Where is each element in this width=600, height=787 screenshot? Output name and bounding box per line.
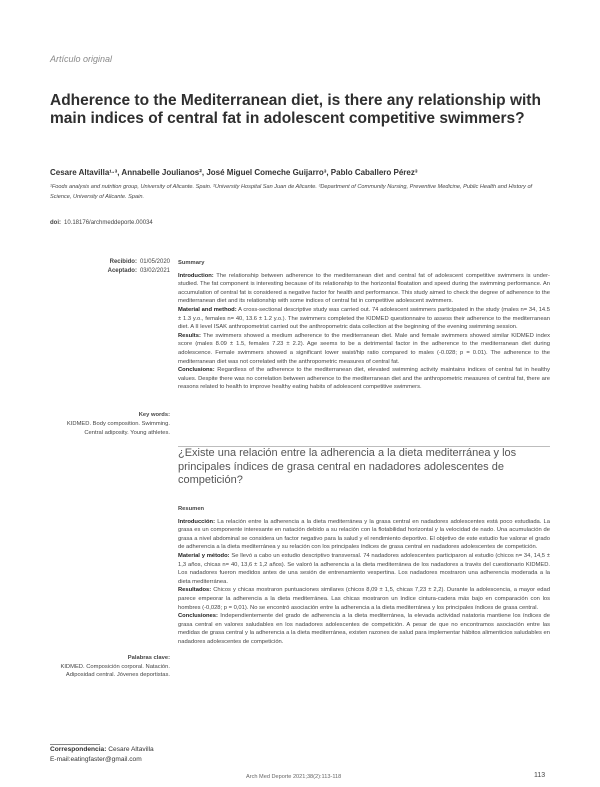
received-date xyxy=(50,258,170,267)
resumen-block xyxy=(178,505,550,647)
keywords-text: KIDMED. Body composition. Swimming. Central adiposity. Young athletes. xyxy=(66,421,170,436)
palabras-clave-text: KIDMED. Composición corporal. Natación. Adiposidad central. Jóvenes deportistas. xyxy=(60,663,170,679)
resumen-heading: Resumen xyxy=(178,506,205,512)
spanish-title: ¿Existe una relación entre la adherencia a la dieta mediterránea y los principales índices de grasa central en nadadores adolescentes de competición? xyxy=(178,447,517,486)
resumen-metodo xyxy=(178,552,550,586)
resumen-conclusiones xyxy=(178,612,550,646)
doi-link[interactable]: 10.18176/archmeddeporte.00034 xyxy=(64,220,153,226)
summary-methods-text: A cross-sectional descriptive study was carried out. 74 adolescent swimmers participated in the study (males n= 34, 14.5 ± 1.3 y.o., females n= 40, 13.6 ± 1.2 y.o.). The swimmers completed the KIDMED questionnaire to assess their adherence to the mediterranean diet. A II level ISAK anthropometrist carried out the anthropometric data collection at the beginning of the evening swimming session. xyxy=(178,306,550,331)
resumen-results-text: Chicos y chicas mostraron puntuaciones similares (chicos 8,09 ± 1,5, chicas 7,23 ± 2,2). Durante la adolescencia, a mayor edad parece empeorar la adherencia a la dieta mediterránea. Las chicas mostraron un índice cintura-cadera más bajo en comparación con los hombres (-0,028; p = 0,01). No se encontró asociación entre la adherencia a la dieta mediterránea y los principales índices de grasa central. xyxy=(178,587,550,611)
doi xyxy=(50,220,153,226)
summary-conclusions-text: Regardless of the adherence to the mediterranean diet, elevated swimming activity maintains indices of central fat in healthy values. Despite there was no correlation between adherence to the mediterranean diet and the anthropometric measures of central fat, there are reasons related to health to improve healthy eating habits of adolescent competitive swimmers. xyxy=(178,367,550,391)
summary-intro-text: The relationship between adherence to the mediterranean diet and central fat of adolescent competitive swimmers is under-studied. The fat component is interesting because of its relationship to the horizontal floatation and speed during the swimming performance. An accumulation of central fat is considered a negative factor for health and performance. This study aimed to check the degree of adherence to the mediterranean diet and its relationship with some indices of central fat in competitive adolescent swimmers. xyxy=(178,272,550,305)
received-value: 01/05/2020 xyxy=(139,259,170,265)
article-title: Adherence to the Mediterranean diet, is there any relationship with main indices of central fat in adolescent competitive swimmers? xyxy=(50,92,541,127)
accepted-date xyxy=(50,267,170,276)
palabras-clave-label: Palabras clave: xyxy=(127,655,170,661)
resumen-conclusions-text: Independientemente del grado de adherencia a la dieta mediterránea, la elevada actividad natatoria mantiene los índices de grasa central en valores saludables en los nadadores adolescentes de competición. A pesar de que no encontramos asociación entre las medidas de grasa central y la adherencia a la dieta mediterránea, existen razones de salud para implementar hábitos alimenticios saludables en nadadores adolescentes de competición. xyxy=(178,613,550,645)
resumen-intro-label: Introducción: xyxy=(178,518,216,525)
palabras-clave xyxy=(50,654,170,680)
affiliations: ¹Foods analysis and nutrition group, University of Alicante. Spain. ²University Hospital San Juan de Alicante. ³Department of Community Nursing, Preventive Medicine, Public Health and History of Science, University of Alicante. Spain. xyxy=(50,184,533,200)
resumen-introduccion xyxy=(178,518,550,552)
correspondence xyxy=(50,745,154,765)
summary-conclusions xyxy=(178,366,550,392)
accepted-value: 03/02/2021 xyxy=(139,268,170,274)
correspondence-email[interactable]: E-mail:eatingfaster@gmail.com xyxy=(50,756,142,763)
resumen-methods-text: Se llevó a cabo un estudio descriptivo transversal. 74 nadadores adolescentes participaron al estudio (chicos n= 34, 14,5 ± 1,3 años, chicas n= 40, 13,6 ± 1,2 años). Se valoró la adherencia a la dieta mediterránea de los nadadores a través del cuestionario KIDMED. Los nadadores fueron medidos antes de una sesión de entrenamiento vespertina. Los nadadores mostraron una adherencia moderada a la dieta mediterránea. xyxy=(178,552,550,585)
summary-introduction xyxy=(178,272,550,306)
resumen-methods-label: Material y método: xyxy=(178,552,230,559)
summary-methods xyxy=(178,306,550,332)
journal-citation: Arch Med Deporte 2021;38(2):113-118 xyxy=(246,774,342,780)
summary-results-label: Results: xyxy=(178,332,201,339)
resumen-resultados xyxy=(178,586,550,612)
summary-results-text: The swimmers showed a medium adherence to the mediterranean diet. Male and female swimmers showed similar KIDMED index score (males 8.09 ± 1.5, females 7.23 ± 2.2). Age seems to be a detrimental factor in the adherence to the mediterranean diet during adolescence. Female swimmers showed a significant lower waist/hip ratio compared to males (-0.028; p = 0.01). The adherence to the mediterranean diet was not correlated with the anthropometric measures of central fat. xyxy=(178,332,551,365)
correspondence-name: Cesare Altavilla xyxy=(108,746,154,753)
article-dates xyxy=(50,258,170,276)
authors: Cesare Altavilla¹·³, Annabelle Joulianos², José Miguel Comeche Guijarro³, Pablo Caballero Pérez³ xyxy=(50,168,418,177)
correspondence-label: Correspondencia: xyxy=(50,746,107,753)
summary-conclusions-label: Conclusions: xyxy=(178,367,215,374)
section-label: Artículo original xyxy=(50,54,113,64)
summary-block xyxy=(178,259,550,392)
correspondence-line xyxy=(50,745,154,755)
resumen-results-label: Resultados: xyxy=(178,587,212,594)
summary-heading: Summary xyxy=(178,260,205,266)
resumen-intro-text: La relación entre la adherencia a la dieta mediterránea y la grasa central en nadadores adolescentes está poco estudiada. La grasa es un componente interesante en natación debido a su relación con la flotabilidad horizontal y la velocidad de nado. Una acumulación de grasa a nivel abdominal se considera un factor negativo para la salud y el rendimiento deportivo. El objetivo de este estudio fue valorar el grado de adherencia a la dieta mediterránea y su relación con los principales índices de grasa central en nadadores adolescentes de competición. xyxy=(178,518,550,551)
page-number: 113 xyxy=(534,772,546,779)
keywords-label: Key words: xyxy=(138,412,170,418)
keywords xyxy=(50,411,170,438)
resumen-conclusions-label: Conclusiones: xyxy=(178,613,218,620)
doi-label: doi: xyxy=(50,220,61,226)
accepted-label: Aceptado: xyxy=(107,268,137,274)
summary-intro-label: Introduction: xyxy=(178,272,214,279)
received-label: Recibido: xyxy=(109,259,137,265)
summary-results xyxy=(178,332,550,366)
summary-methods-label: Material and method: xyxy=(178,306,237,313)
